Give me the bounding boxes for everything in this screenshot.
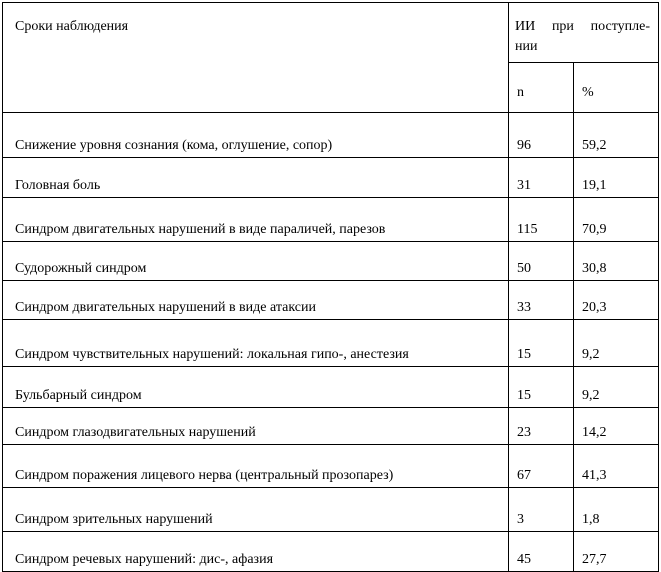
n-header-label: n [517, 85, 524, 100]
symptom-pct: 70,9 [574, 198, 659, 242]
period-header-cell [3, 3, 509, 113]
group-header-label-line2: нии [515, 39, 538, 54]
n-header-cell [509, 63, 574, 113]
table-row [3, 445, 659, 488]
symptom-n: 31 [509, 158, 574, 198]
symptom-pct: 1,8 [574, 488, 659, 532]
table-header-row [3, 3, 659, 63]
symptom-name: Синдром речевых нарушений: дис-, афазия [3, 532, 509, 572]
symptom-pct: 59,2 [574, 113, 659, 158]
table-row [3, 532, 659, 572]
pct-header-label: % [582, 85, 594, 100]
symptom-name: Судорожный синдром [3, 242, 509, 281]
symptom-pct: 20,3 [574, 281, 659, 320]
symptom-n: 23 [509, 408, 574, 445]
symptom-pct: 30,8 [574, 242, 659, 281]
table-row [3, 198, 659, 242]
table-row [3, 408, 659, 445]
period-header-label: Сроки наблюдения [15, 19, 129, 34]
table-row [3, 488, 659, 532]
symptom-n: 67 [509, 445, 574, 488]
symptom-n: 15 [509, 367, 574, 408]
table-row [3, 242, 659, 281]
symptom-n: 50 [509, 242, 574, 281]
symptom-name: Снижение уровня сознания (кома, оглушение, сопор) [3, 113, 509, 158]
symptom-n: 33 [509, 281, 574, 320]
symptom-name: Головная боль [3, 158, 509, 198]
symptom-pct: 19,1 [574, 158, 659, 198]
symptom-n: 115 [509, 198, 574, 242]
group-header-label-line1: ИИ при поступле- [515, 19, 650, 34]
table-row [3, 367, 659, 408]
symptom-pct: 9,2 [574, 320, 659, 367]
symptom-n: 45 [509, 532, 574, 572]
symptom-n: 15 [509, 320, 574, 367]
table-row [3, 113, 659, 158]
symptom-pct: 9,2 [574, 367, 659, 408]
symptom-name: Синдром чувствительных нарушений: локальная гипо-, анестезия [3, 320, 509, 367]
group-header-cell [509, 3, 659, 63]
symptom-name: Синдром зрительных нарушений [3, 488, 509, 532]
table-row [3, 281, 659, 320]
pct-header-cell [574, 63, 659, 113]
symptom-name: Синдром глазодвигательных нарушений [3, 408, 509, 445]
table-row [3, 320, 659, 367]
symptom-name: Синдром поражения лицевого нерва (центральный прозопарез) [3, 445, 509, 488]
symptom-name: Синдром двигательных нарушений в виде атаксии [3, 281, 509, 320]
symptom-n: 96 [509, 113, 574, 158]
symptom-name: Бульбарный синдром [3, 367, 509, 408]
symptom-pct: 41,3 [574, 445, 659, 488]
table-row [3, 158, 659, 198]
symptom-pct: 27,7 [574, 532, 659, 572]
symptoms-table [2, 2, 659, 572]
symptom-pct: 14,2 [574, 408, 659, 445]
symptom-name: Синдром двигательных нарушений в виде параличей, парезов [3, 198, 509, 242]
symptom-n: 3 [509, 488, 574, 532]
